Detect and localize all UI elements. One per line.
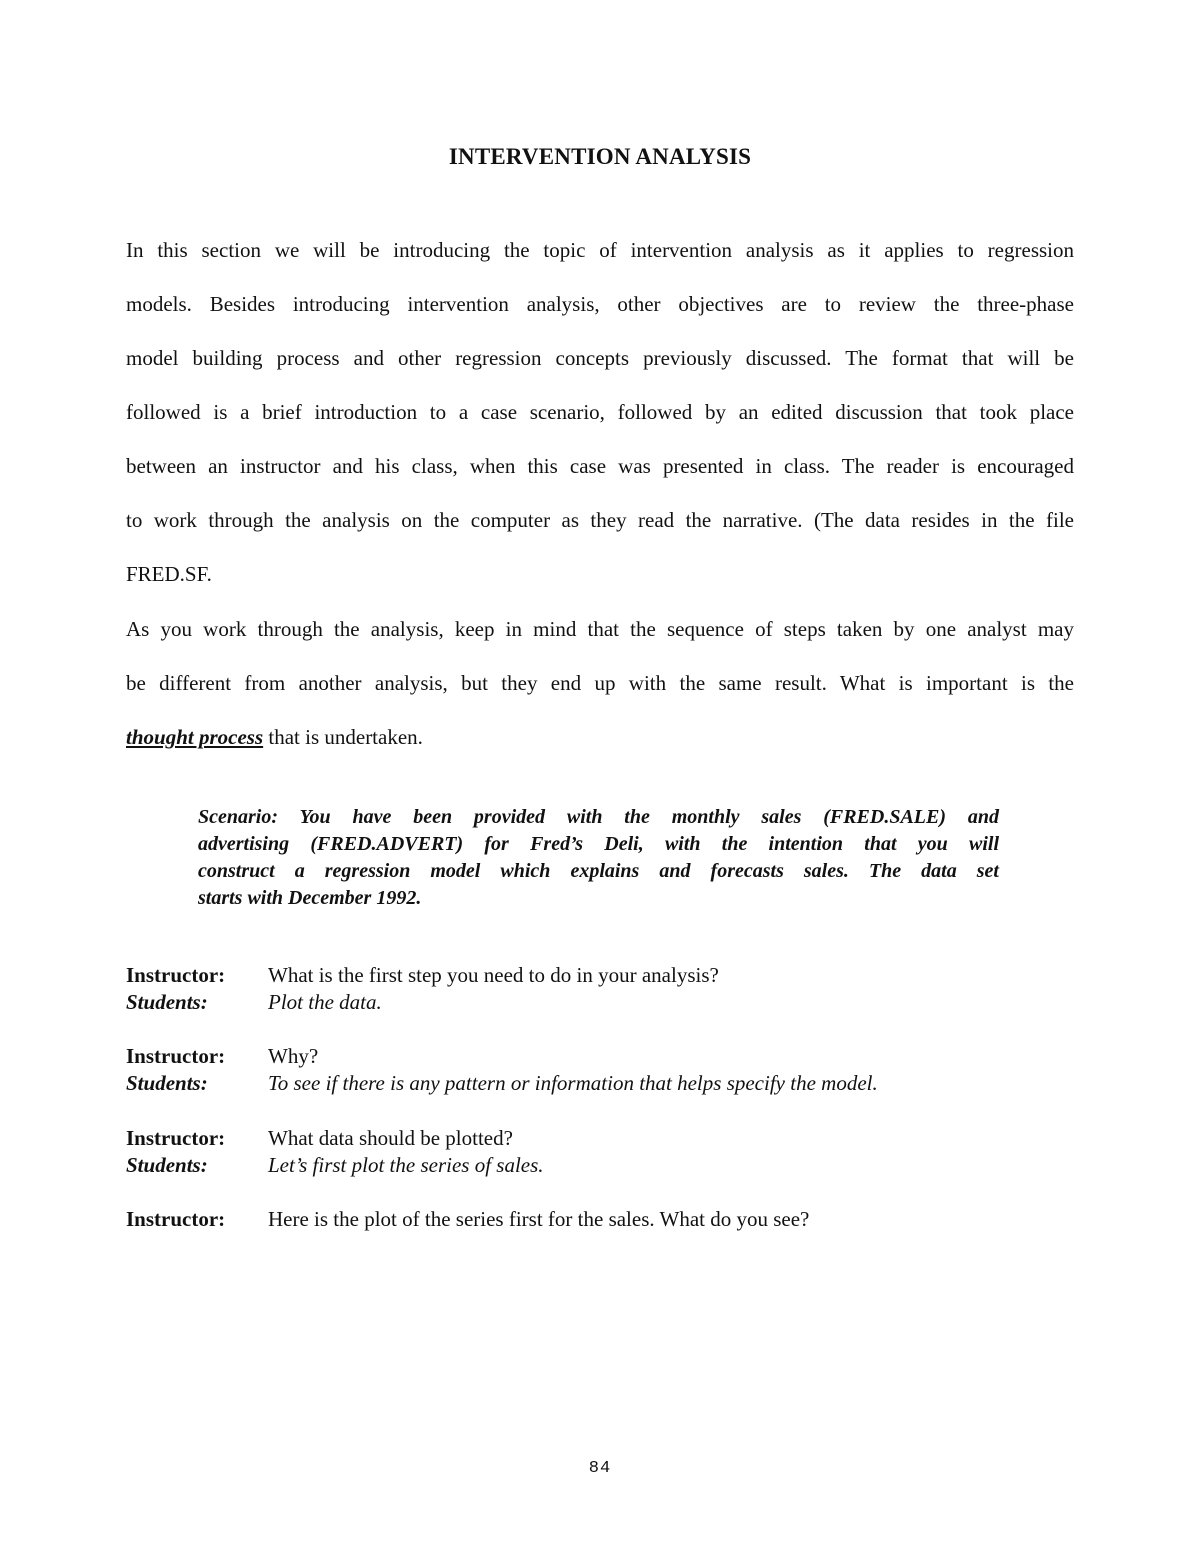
- emphasized-phrase: thought process: [126, 725, 264, 749]
- text-fragment: that is undertaken.: [263, 725, 423, 749]
- text-line: model building process and other regression concepts previously discussed. The format that will be: [126, 346, 1074, 370]
- scenario-line: advertising (FRED.ADVERT) for Fred’s Deli, with the intention that you will: [198, 833, 999, 855]
- page-number: 84: [588, 1459, 612, 1478]
- speech-text: What is the first step you need to do in your analysis?: [268, 963, 719, 987]
- text-line: to work through the analysis on the computer as they read the narrative. (The data resides in the file: [126, 508, 1074, 532]
- scenario-line: construct a regression model which explains and forecasts sales. The data set: [198, 860, 999, 882]
- page-title: INTERVENTION ANALYSIS: [448, 144, 752, 169]
- speech-text: Let’s first plot the series of sales.: [268, 1153, 544, 1177]
- text-line: models. Besides introducing intervention analysis, other objectives are to review the three-phase: [126, 292, 1074, 316]
- speech-text: Plot the data.: [268, 990, 382, 1014]
- text-line: followed is a brief introduction to a case scenario, followed by an edited discussion that took place: [126, 400, 1074, 424]
- speaker-label: Instructor:: [126, 1207, 226, 1231]
- speech-text: What data should be plotted?: [268, 1126, 513, 1150]
- speaker-label: Students:: [126, 990, 208, 1014]
- text-line: As you work through the analysis, keep in mind that the sequence of steps taken by one analyst may: [126, 617, 1074, 641]
- text-line: [126, 723, 423, 751]
- speaker-label: Students:: [126, 1071, 208, 1095]
- text-line: be different from another analysis, but they end up with the same result. What is important is the: [126, 671, 1074, 695]
- speaker-label: Instructor:: [126, 1126, 226, 1150]
- scenario-block: [198, 804, 999, 914]
- speaker-label: Instructor:: [126, 963, 226, 987]
- text-line: between an instructor and his class, when this case was presented in class. The reader is encouraged: [126, 454, 1074, 478]
- speech-text: To see if there is any pattern or information that helps specify the model.: [268, 1071, 878, 1095]
- speech-text: Why?: [268, 1044, 319, 1068]
- speech-text: Here is the plot of the series first for the sales. What do you see?: [268, 1207, 810, 1231]
- scenario-line: starts with December 1992.: [198, 887, 422, 909]
- speaker-label: Students:: [126, 1153, 208, 1177]
- speaker-label: Instructor:: [126, 1044, 226, 1068]
- intro-paragraph: [126, 236, 1074, 606]
- scenario-line: Scenario: You have been provided with the monthly sales (FRED.SALE) and: [198, 806, 999, 828]
- second-paragraph: [126, 615, 1074, 765]
- text-line: FRED.SF.: [126, 562, 212, 586]
- dialogue: [126, 962, 1074, 1242]
- text-line: In this section we will be introducing the topic of intervention analysis as it applies to regression: [126, 238, 1074, 262]
